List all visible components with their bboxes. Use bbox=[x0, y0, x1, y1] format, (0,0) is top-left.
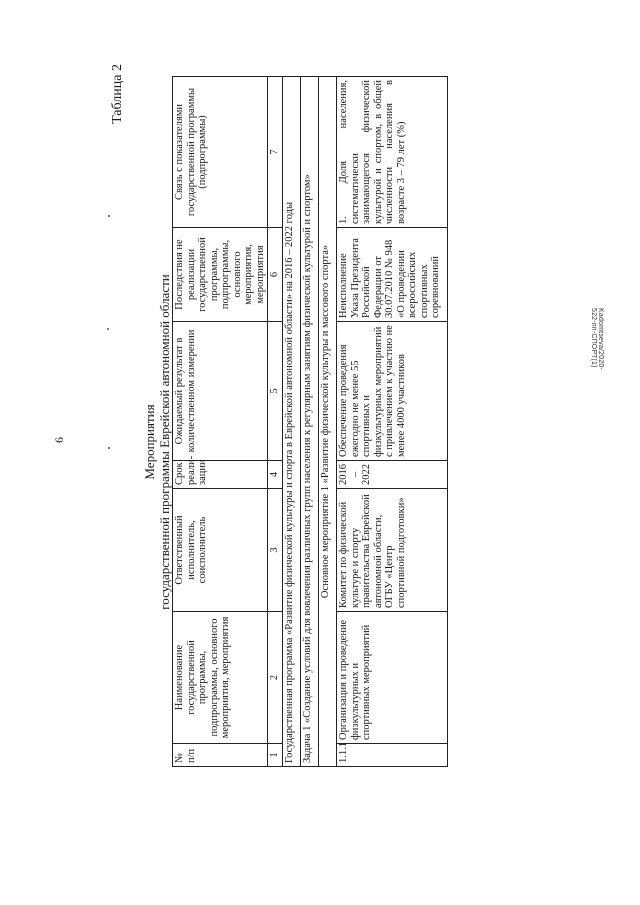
header-row bbox=[173, 77, 268, 767]
row-consequences: Неисполнение Указа Президента Российской Федерации от 30.07.2010 № 948 «О проведении всероссийских спортивных соревнований bbox=[337, 228, 448, 322]
header-cell: Ожидаемый результат в количественном измерении bbox=[173, 322, 268, 461]
events-table bbox=[172, 76, 448, 767]
column-number: 5 bbox=[268, 322, 283, 461]
title-line-2: государственной программы Еврейской автономной области bbox=[157, 274, 172, 610]
column-number: 3 bbox=[268, 489, 283, 612]
program-title: Государственная программа «Развитие физической культуры и спорта в Еврейской автономной области» на 2016 – 2022 годы bbox=[283, 77, 301, 767]
column-number: 7 bbox=[268, 77, 283, 228]
task-row bbox=[301, 77, 319, 767]
table-row bbox=[337, 77, 448, 767]
column-number: 4 bbox=[268, 461, 283, 489]
document-title bbox=[142, 62, 172, 822]
title-line-1: Мероприятия bbox=[142, 404, 157, 480]
table-label: Таблица 2 bbox=[110, 64, 125, 124]
row-number: 1.1.1 bbox=[337, 744, 448, 767]
header-cell: Наименование государственной программы, подпрограммы, основного мероприятия, мероприятия bbox=[173, 612, 268, 744]
column-number-row bbox=[268, 77, 283, 767]
rotated-page-content bbox=[110, 62, 450, 822]
scan-dot bbox=[107, 328, 109, 330]
row-indicator: 1. Доля населения, систематически занимающегося физической культурой и спортом, в общей численности населения в возрасте 3 – 79 лет (%) bbox=[337, 77, 448, 228]
row-result: Обеспечение проведения ежегодно не менее 55 спортивных и физкультурных мероприятий с привлечением к участию не менее 4000 участников bbox=[337, 322, 448, 461]
page-number: 6 bbox=[52, 437, 66, 443]
column-number: 6 bbox=[268, 228, 283, 322]
footer-code: Kadomtseva/2020-522-пп-СПОРТ(1) bbox=[590, 308, 604, 370]
main-event-title: Основное мероприятие 1 «Развитие физической культуры и массового спорта» bbox=[319, 77, 337, 767]
header-cell: Ответственный исполнитель, соисполнитель bbox=[173, 489, 268, 612]
task-title: Задача 1 «Создание условий для вовлечения различных групп населения к регулярным занятиям физической культурой и спортом» bbox=[301, 77, 319, 767]
program-row bbox=[283, 77, 301, 767]
header-cell: Срок реали-зации bbox=[173, 461, 268, 489]
header-cell: Связь с показателями государственной программы (подпрограммы) bbox=[173, 77, 268, 228]
main-event-row bbox=[319, 77, 337, 767]
column-number: 2 bbox=[268, 612, 283, 744]
row-name: Организация и проведение физкультурных и спортивных мероприятий bbox=[337, 612, 448, 744]
column-number: 1 bbox=[268, 744, 283, 767]
header-cell: № п/п bbox=[173, 744, 268, 767]
row-executor: Комитет по физической культуре и спорту правительства Еврейской автономной области, ОГБУ «Центр спортивной подготовки» bbox=[337, 489, 448, 612]
row-period: 2016 – 2022 bbox=[337, 461, 448, 489]
header-cell: Последствия не реализации государственной программы, подпрограммы, основного мероприятия, мероприятия bbox=[173, 228, 268, 322]
